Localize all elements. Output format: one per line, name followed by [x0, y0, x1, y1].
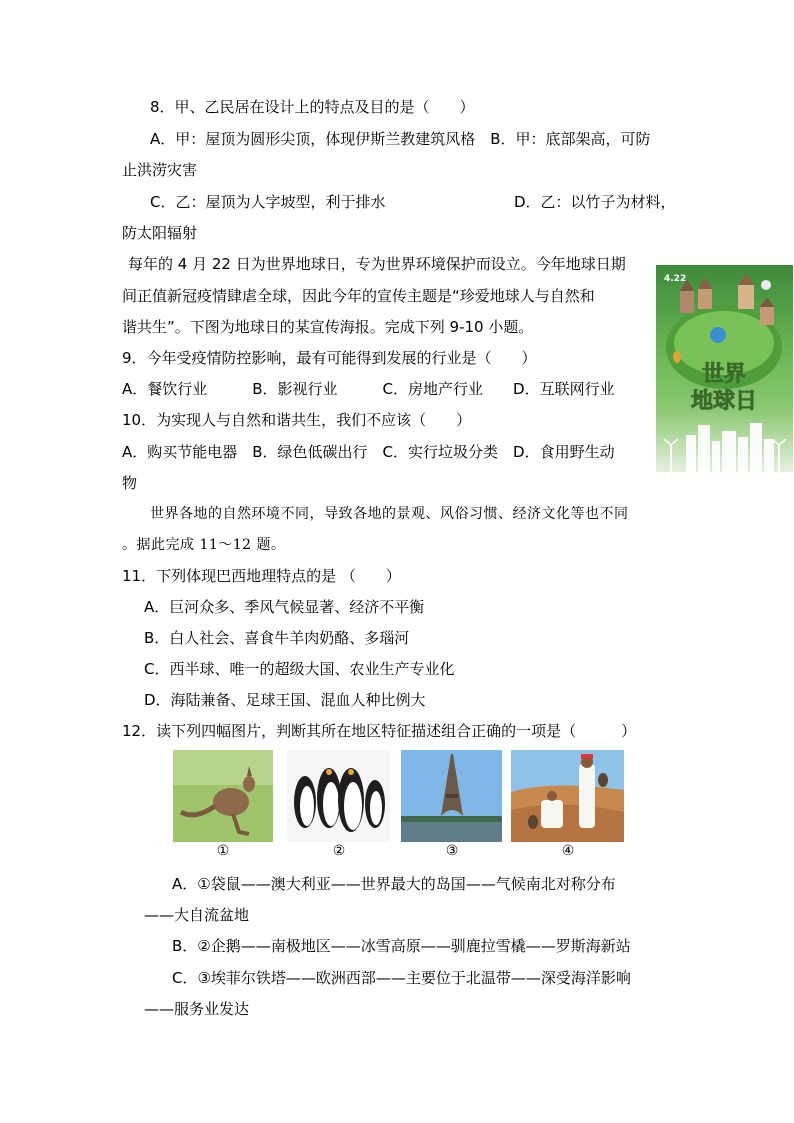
q12-option-c-cont: ——服务业发达: [144, 1000, 250, 1018]
q10-options-cont: 物: [122, 474, 138, 492]
intro-earth-day-line3: 谐共生”。下图为地球日的某宣传海报。完成下列 9-10 小题。: [122, 318, 534, 336]
q11-option-c: C．西半球、唯一的超级大国、农业生产专业化: [144, 660, 455, 678]
q9-options: A．餐饮行业 B．影视行业 C．房地产行业 D．互联网行业: [122, 380, 615, 398]
poster-date: 4.22: [664, 274, 687, 284]
q8-options-ab: A．甲：屋顶为圆形尖顶，体现伊斯兰教建筑风格 B．甲：底部架高，可防: [150, 130, 651, 148]
q12-option-a-cont: ——大自流盆地: [144, 906, 250, 924]
q12-option-b: B．②企鹅——南极地区——冰雪高原——驯鹿拉雪橇——罗斯海新站: [172, 937, 631, 955]
desert-people-photo: [511, 750, 624, 842]
q8-options-ab-cont: 止洪涝灾害: [122, 161, 198, 179]
intro-earth-day-line1: 每年的 4 月 22 日为世界地球日，专为世界环境保护而设立。今年地球日期: [128, 255, 626, 273]
q8-option-c: C．乙：屋顶为人字坡型，利于排水: [150, 193, 386, 211]
photo-caption-4: ④: [561, 843, 575, 859]
poster-title-line2: 地球日: [690, 389, 758, 414]
intro-earth-day-line2: 间正值新冠疫情肆虐全球，因此今年的宣传主题是“珍爱地球人与自然和: [122, 287, 595, 305]
q8-option-d-cont: 防太阳辐射: [122, 224, 198, 242]
q11-option-a: A．巨河众多、季风气候显著、经济不平衡: [144, 598, 425, 616]
penguins-photo: [287, 750, 390, 842]
photo-caption-1: ①: [216, 843, 230, 859]
q12-stem: 12．读下列四幅图片，判断其所在地区特征描述组合正确的一项是（ ）: [122, 722, 637, 740]
poster-title-line1: 世界: [701, 362, 747, 387]
q9-stem: 9．今年受疫情防控影响，最有可能得到发展的行业是（ ）: [122, 349, 537, 367]
q11-stem: 11．下列体现巴西地理特点的是 （ ）: [122, 567, 401, 585]
eiffel-tower-photo: [401, 750, 502, 842]
q12-option-c: C．③埃菲尔铁塔——欧洲西部——主要位于北温带——深受海洋影响: [172, 969, 631, 987]
q10-stem: 10．为实现人与自然和谐共生，我们不应该（ ）: [122, 411, 472, 429]
q10-options: A．购买节能电器 B．绿色低碳出行 C．实行垃圾分类 D．食用野生动: [122, 443, 615, 461]
intro-world-line1: 世界各地的自然环境不同，导致各地的景观、风俗习惯、经济文化等也不同: [150, 506, 629, 522]
kangaroo-photo: [173, 750, 273, 842]
earth-day-poster: [656, 265, 793, 472]
photo-caption-3: ③: [445, 843, 459, 859]
intro-world-line2: 。据此完成 11～12 题。: [122, 537, 286, 553]
q8-option-d: D．乙：以竹子为材料，: [514, 193, 676, 211]
photo-caption-2: ②: [332, 843, 346, 859]
q11-option-b: B．白人社会、喜食牛羊肉奶酪、多瑙河: [144, 629, 410, 647]
q12-option-a: A．①袋鼠——澳大利亚——世界最大的岛国——气候南北对称分布: [172, 875, 616, 893]
earth-day-poster-art: [656, 265, 793, 472]
q8-stem: 8．甲、乙民居在设计上的特点及目的是（ ）: [150, 98, 475, 116]
q11-option-d: D．海陆兼备、足球王国、混血人种比例大: [144, 691, 426, 709]
